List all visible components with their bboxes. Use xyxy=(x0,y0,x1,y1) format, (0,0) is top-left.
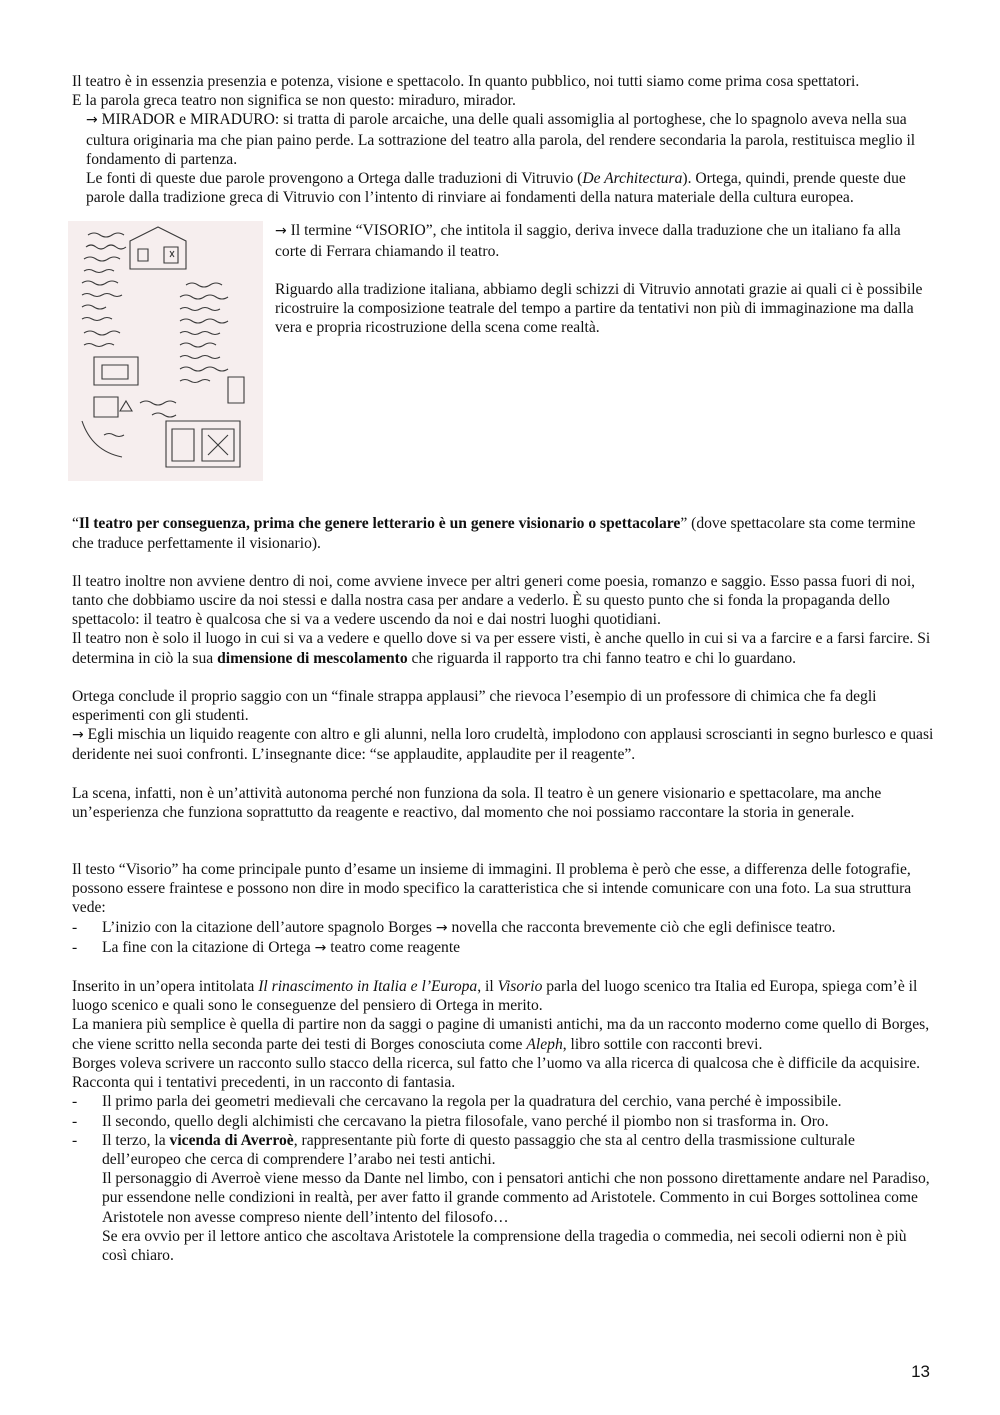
list-item: - Il terzo, la vicenda di Averroè, rappresentante più forte di questo passaggio che sta al centro della trasmissione culturale dell’europeo che cerca di comprendere l’arabo nei testi antichi. xyxy=(72,1131,855,1168)
figure-row xyxy=(72,221,934,481)
arrow-icon: → xyxy=(314,939,327,956)
arrow-icon: → xyxy=(275,223,287,240)
sketch-drawing xyxy=(68,221,263,481)
list-item: - Il primo parla dei geometri medievali che cercavano la regola per la quadratura del cerchio, vana perché è impossibile. xyxy=(72,1093,842,1111)
paragraph-borges: La maniera più semplice è quella di partire non da saggi o pagine di umanisti antichi, ma da un racconto moderno come quello di Borges, che viene scritto nella seconda parte dei testi di Borges conosciuta come Aleph, libro sottile con racconti brevi. xyxy=(72,1016,930,1053)
arrow-icon: → xyxy=(86,112,98,129)
paragraph-ortega: Ortega conclude il proprio saggio con un “finale strappa applausi” che rievoca l’esempio di un professore di chimica che fa degli esperimenti con gli studenti. xyxy=(72,687,877,725)
list-item: - Il secondo, quello degli alchimisti che cercavano la pietra filosofale, vano perché il piombo non si trasforma in. Oro. xyxy=(72,1112,829,1130)
structure-list xyxy=(72,918,934,958)
paragraph-averroe: Il personaggio di Averroè viene messo da Dante nel limbo, con i pensatori antichi che non possono direttamente andare nel Paradiso, pur essendone nelle condizioni in realtà, per aver fatto il grande commento ad Aristotele. Commento in cui Borges sottolinea come Aristotele non avesse compreso niente dell’intento del filosofo… xyxy=(102,1170,930,1226)
arrow-icon: → xyxy=(72,727,84,744)
attempts-list xyxy=(72,1092,934,1169)
quote-paragraph: “Il teatro per conseguenza, prima che genere letterario è un genere visionario o spettacolare” (dove spettacolare sta come termine che traduce perfettamente il visionario). xyxy=(72,515,916,552)
paragraph-fonti: Le fonti di queste due parole provengono a Ortega dalle traduzioni di Vitruvio (De Architectura). Ortega, quindi, prende queste due parole dalla tradizione greca di Vitruvio con l’intento di rinviare ai fondamenti della natura materiale della cultura europea. xyxy=(86,170,906,207)
paragraph-intro: Il teatro è in essenzia presenzia e potenza, visione e spettacolo. In quanto pubblico, noi tutti siamo come prima cosa spettatori. E la parola greca teatro non significa se non questo: miraduro, mirador. xyxy=(72,73,860,110)
document-page xyxy=(72,72,934,1265)
paragraph-fuori: Il teatro inoltre non avviene dentro di noi, come avviene invece per altri generi come poesia, romanzo e saggio. Esso passa fuori di noi, tanto che dobbiamo uscire da noi stessi e dalla nostra casa per andare a vederlo. È su questo punto che si fonda la propaganda dello spettacolo: il teatro è qualcosa che si va a vedere uscendo da noi e dai nostri luoghi quotidiani. xyxy=(72,572,916,629)
paragraph-ricerca: Borges voleva scrivere un racconto sullo stacco della ricerca, sul fatto che l’uomo va alla ricerca di qualcosa che è difficile da acquisire. Racconta qui i tentativi precedenti, in un racconto di fantasia. xyxy=(72,1054,921,1092)
paragraph-aristotele: Se era ovvio per il lettore antico che ascoltava Aristotele la comprensione della tragedia o commedia, nei secoli odierni non è più così chiaro. xyxy=(102,1227,907,1264)
arrow-icon: → xyxy=(435,919,448,936)
vitruvius-sketch-image xyxy=(68,221,263,481)
list-item: - L’inizio con la citazione dell’autore spagnolo Borges → novella che racconta brevemente ciò che egli definisce teatro. xyxy=(72,918,836,936)
page-number: 13 xyxy=(911,1362,930,1381)
figure-side-text: → Il termine “VISORIO”, che intitola il saggio, deriva invece dalla traduzione che un italiano fa alla corte di Ferrara chiamando il teatro. Riguardo alla tradizione italiana, abbiamo degli schizzi di Vitruvio annotati grazie ai quali ci è possibile ricostruire la composizione teatrale del tempo a partire da tentativi non più di immaginazione ma dalla vera e propria ricostruzione della scena come realtà. xyxy=(275,222,923,337)
paragraph-scena: La scena, infatti, non è un’attività autonoma perché non funziona da sola. Il teatro è un genere visionario e spettacolare, ma anche un’esperienza che funziona soprattutto da reagente e reactivo, dal momento che noi possiamo raccontare la storia in generale. xyxy=(72,784,882,821)
paragraph-mirador: → MIRADOR e MIRADURO: si tratta di parole arcaiche, una delle quali assomiglia al portoghese, che lo spagnolo aveva nella sua cultura originaria ma che pian paino perde. La sottrazione del teatro alla parola, del rendere secondaria la parola, restituisca meglio il fondamento di partenza. Le fonti di queste due parole provengono a Ortega dalle traduzioni di Vitruvio (De Architectura). Ortega, quindi, prende queste due parole dalla tradizione greca di Vitruvio con l’intento di rinviare ai fondamenti della natura materiale della cultura europea. xyxy=(72,110,934,207)
paragraph-reagente: → Egli mischia un liquido reagente con altro e gli alunni, nella loro crudeltà, implodono con applausi scroscianti in segno burlesco e quasi deridente nei suoi confronti. L’insegnante dice: “se applaudite, applaudite per il reagente”. xyxy=(72,726,934,764)
list-item: - La fine con la citazione di Ortega → teatro come reagente xyxy=(72,938,461,956)
paragraph-inserito: Inserito in un’opera intitolata Il rinascimento in Italia e l’Europa, il Visorio parla del luogo scenico tra Italia ed Europa, spiega com’è il luogo scenico e quali sono le conseguenze del pensiero di Ortega in merito. xyxy=(72,978,918,1015)
paragraph-visorio: Il testo “Visorio” ha come principale punto d’esame un insieme di immagini. Il problema è però che esse, a differenza delle fotografie, possono essere fraintese e possono non dire in modo specifico la caratteristica che si intende comunicare con una foto. La sua struttura vede: xyxy=(72,861,912,917)
paragraph-mescolamento: Il teatro non è solo il luogo in cui si va a vedere e quello dove si va per essere visti, è anche quello in cui si va a farcire e a farsi farcire. Si determina in ciò la sua dimensione di mescolamento che riguarda il rapporto tra chi fanno teatro e chi lo guardano. xyxy=(72,630,931,667)
